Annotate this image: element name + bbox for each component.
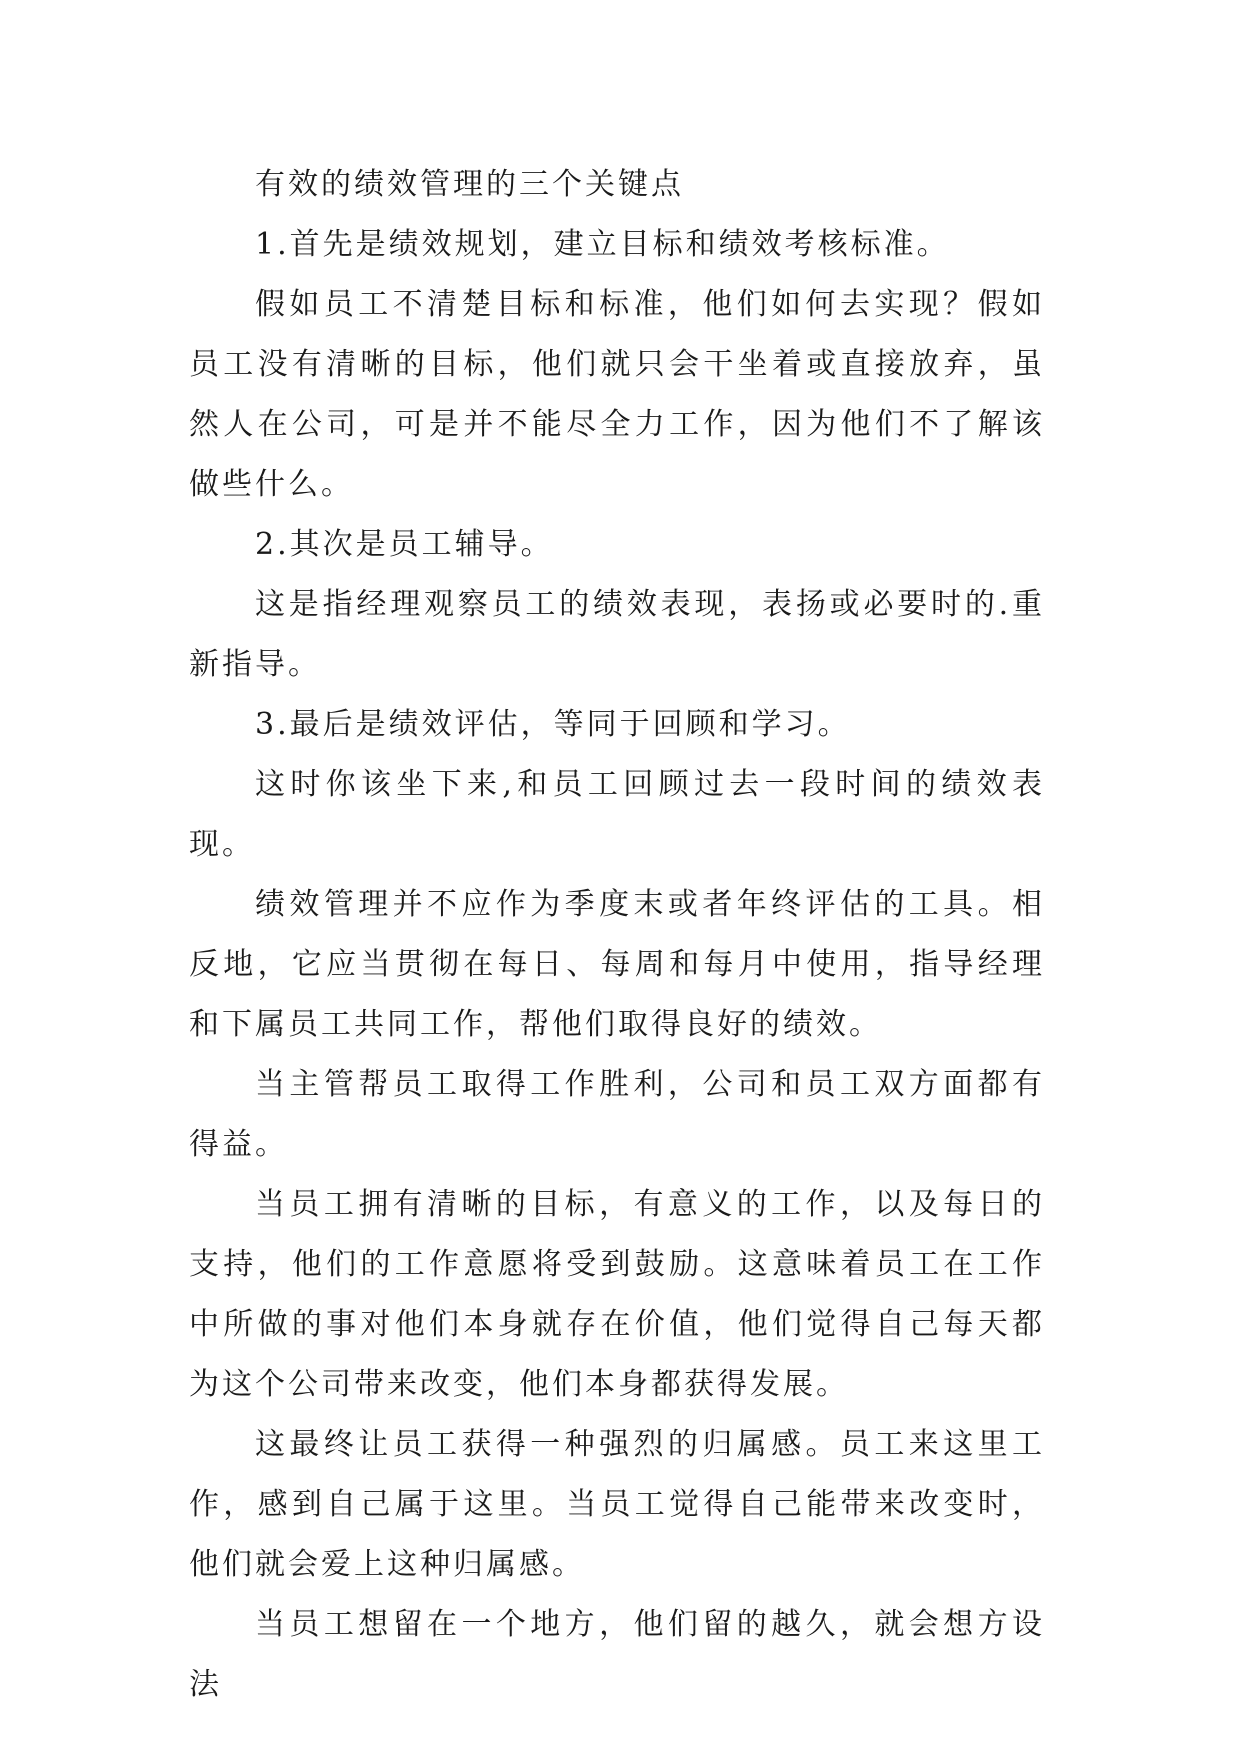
document-body (189, 155, 1045, 1715)
body-paragraph: 绩效管理并不应作为季度末或者年终评估的工具。相反地，它应当贯彻在每日、每周和每月中使用，指导经理和下属员工共同工作，帮他们取得良好的绩效。 (189, 887, 1045, 1042)
body-paragraph: 当员工想留在一个地方，他们留的越久，就会想方设法 (189, 1607, 1045, 1702)
body-paragraph: 当员工拥有清晰的目标，有意义的工作，以及每日的支持，他们的工作意愿将受到鼓励。这意味着员工在工作中所做的事对他们本身就存在价值，他们觉得自己每天都为这个公司带来改变，他们本身都获得发展。 (189, 1187, 1045, 1402)
body-paragraph: 这时你该坐下来,和员工回顾过去一段时间的绩效表现。 (189, 767, 1045, 862)
body-paragraph: 假如员工不清楚目标和标准，他们如何去实现？假如员工没有清晰的目标，他们就只会干坐着或直接放弃，虽然人在公司，可是并不能尽全力工作，因为他们不了解该做些什么。 (189, 287, 1045, 502)
body-paragraph: 当主管帮员工取得工作胜利，公司和员工双方面都有得益。 (189, 1067, 1045, 1162)
section-heading-1: 1.首先是绩效规划，建立目标和绩效考核标准。 (255, 227, 950, 262)
section-heading-2: 2.其次是员工辅导。 (255, 527, 554, 562)
section-heading-3: 3.最后是绩效评估，等同于回顾和学习。 (255, 707, 851, 742)
document-title-line: 有效的绩效管理的三个关键点 (255, 167, 684, 202)
body-paragraph: 这最终让员工获得一种强烈的归属感。员工来这里工作，感到自己属于这里。当员工觉得自己能带来改变时，他们就会爱上这种归属感。 (189, 1427, 1045, 1582)
body-paragraph: 这是指经理观察员工的绩效表现，表扬或必要时的.重新指导。 (189, 587, 1045, 682)
